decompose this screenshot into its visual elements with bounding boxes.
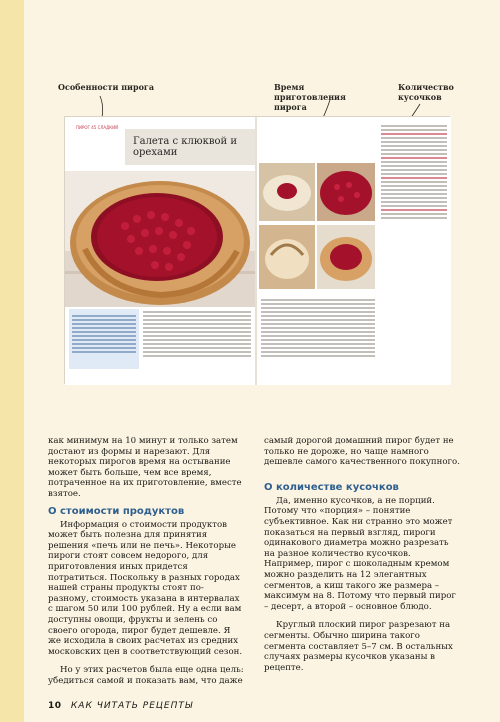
recipe-ingredients-column xyxy=(381,123,447,373)
body-column-right xyxy=(264,436,460,673)
heading-pieces: О количестве кусочков xyxy=(264,481,399,493)
page-number: 10 xyxy=(48,701,62,711)
spread-header xyxy=(65,117,255,171)
paragraph-pieces-2: Круглый плоский пирог разрезают на сегменты. Обычно ширина такого сегмента составляет 5–7 см. В остальных случаях размеры кусочков указаны в рецепте. xyxy=(264,620,453,673)
spread-recipe-title: Галета с клюквой и орехами xyxy=(133,136,238,158)
pie-photo xyxy=(65,171,255,307)
step-photo-4 xyxy=(317,225,375,289)
spread-right-steps-text xyxy=(261,297,375,373)
callout-piece-count: Количество кусочков xyxy=(398,82,454,102)
heading-cost: О стоимости продуктов xyxy=(48,505,185,517)
step-photo-3 xyxy=(259,225,315,289)
step-photos xyxy=(257,141,377,291)
page-footer xyxy=(48,701,193,711)
spread-steps-text xyxy=(143,309,251,369)
paragraph-cost-2: Но у этих расчетов была еще одна цель: убедиться самой и показать вам, что даже xyxy=(48,665,244,686)
paragraph-cooling: как минимум на 10 минут и только затем достают из формы и нарезают. Для некоторых пирогов время на остывание может быть больше, чем все время, потраченное на их приготовление, вместе взятое. xyxy=(48,436,242,499)
spread-title-band xyxy=(125,129,255,165)
spread-right-page xyxy=(257,117,451,385)
spread-recipe-label: ПИРОГ 45 СЛАДКИЙ xyxy=(75,125,119,130)
spread-left-page xyxy=(65,117,255,385)
side-color-strip xyxy=(0,0,24,722)
book-spread-image xyxy=(64,116,450,384)
callout-prep-time: Время приготовления пирога xyxy=(274,82,346,112)
step-photo-1 xyxy=(259,163,315,221)
running-title: КАК ЧИТАТЬ РЕЦЕПТЫ xyxy=(70,701,194,711)
spread-intro-box xyxy=(69,309,139,369)
paragraph-cost-continued: самый дорогой домашний пирог будет не только не дороже, но чаще намного дешевле самого качественного покупного. xyxy=(264,436,460,468)
body-column-left xyxy=(48,436,244,686)
callout-pie-features: Особенности пирога xyxy=(58,82,154,92)
paragraph-pieces-1: Да, именно кусочков, а не порций. Потому что «порция» – понятие субъективное. Как ни странно это может показаться на первый взгляд, пироги одинакового диаметра можно разрезать на разное количество кусочков. Например, пирог с шоколадным кремом можно разделить на 12 элегантных сегментов, а киш такого же размера – максимум на 8. Потому что первый пирог – десерт, а второй – основное блюдо. xyxy=(264,495,456,612)
step-photo-2 xyxy=(317,163,375,221)
paragraph-cost-1: Информация о стоимости продуктов может быть полезна для принятия решения «печь или не печь». Некоторые пироги стоят совсем недорого, для приготовления иных придется потратиться. Поскольку в разных городах нашей страны продукты стоят по-разному, стоимость указана в интервалах с шагом 50 или 100 рублей. Ну а если вам доступны овощи, фрукты и зелень со своего огорода, пирог будет дешевле. Я же исходила в своих расчетах из средних московских цен в соответствующий сезон. xyxy=(48,519,243,657)
